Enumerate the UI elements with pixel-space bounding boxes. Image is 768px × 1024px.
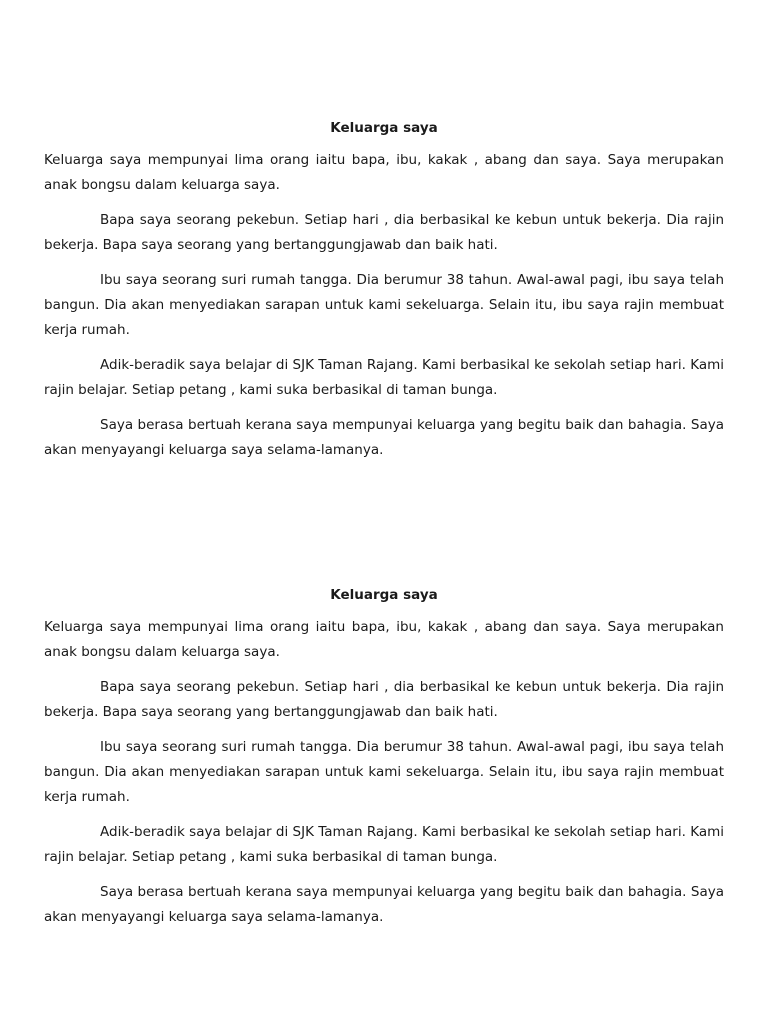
essay-title: Keluarga saya (330, 587, 438, 603)
paragraph-father: Bapa saya seorang pekebun. Setiap hari , dia berbasikal ke kebun untuk bekerja. Dia rajin bekerja. Bapa saya seorang yang bertanggungjawab dan baik hati. (44, 212, 724, 253)
paragraph-siblings: Adik-beradik saya belajar di SJK Taman Rajang. Kami berbasikal ke sekolah setiap hari. Kami rajin belajar. Setiap petang , kami suka berbasikal di taman bunga. (44, 357, 724, 398)
paragraph-father: Bapa saya seorang pekebun. Setiap hari , dia berbasikal ke kebun untuk bekerja. Dia rajin bekerja. Bapa saya seorang yang bertanggungjawab dan baik hati. (44, 679, 724, 720)
paragraph-closing: Saya berasa bertuah kerana saya mempunyai keluarga yang begitu baik dan bahagia. Saya akan menyayangi keluarga saya selama-lamanya. (44, 417, 724, 458)
paragraph-mother: Ibu saya seorang suri rumah tangga. Dia berumur 38 tahun. Awal-awal pagi, ibu saya telah bangun. Dia akan menyediakan sarapan untuk kami sekeluarga. Selain itu, ibu saya rajin membuat kerja rumah. (44, 272, 724, 338)
paragraph-mother: Ibu saya seorang suri rumah tangga. Dia berumur 38 tahun. Awal-awal pagi, ibu saya telah bangun. Dia akan menyediakan sarapan untuk kami sekeluarga. Selain itu, ibu saya rajin membuat kerja rumah. (44, 739, 724, 805)
paragraph-siblings: Adik-beradik saya belajar di SJK Taman Rajang. Kami berbasikal ke sekolah setiap hari. Kami rajin belajar. Setiap petang , kami suka berbasikal di taman bunga. (44, 824, 724, 865)
paragraph-intro: Keluarga saya mempunyai lima orang iaitu bapa, ibu, kakak , abang dan saya. Saya merupakan anak bongsu dalam keluarga saya. (44, 152, 724, 193)
essay-title: Keluarga saya (330, 120, 438, 136)
paragraph-closing: Saya berasa bertuah kerana saya mempunyai keluarga yang begitu baik dan bahagia. Saya akan menyayangi keluarga saya selama-lamanya. (44, 884, 724, 925)
paragraph-intro: Keluarga saya mempunyai lima orang iaitu bapa, ibu, kakak , abang dan saya. Saya merupakan anak bongsu dalam keluarga saya. (44, 619, 724, 660)
essay-first (44, 118, 724, 473)
essay-second (44, 585, 724, 940)
